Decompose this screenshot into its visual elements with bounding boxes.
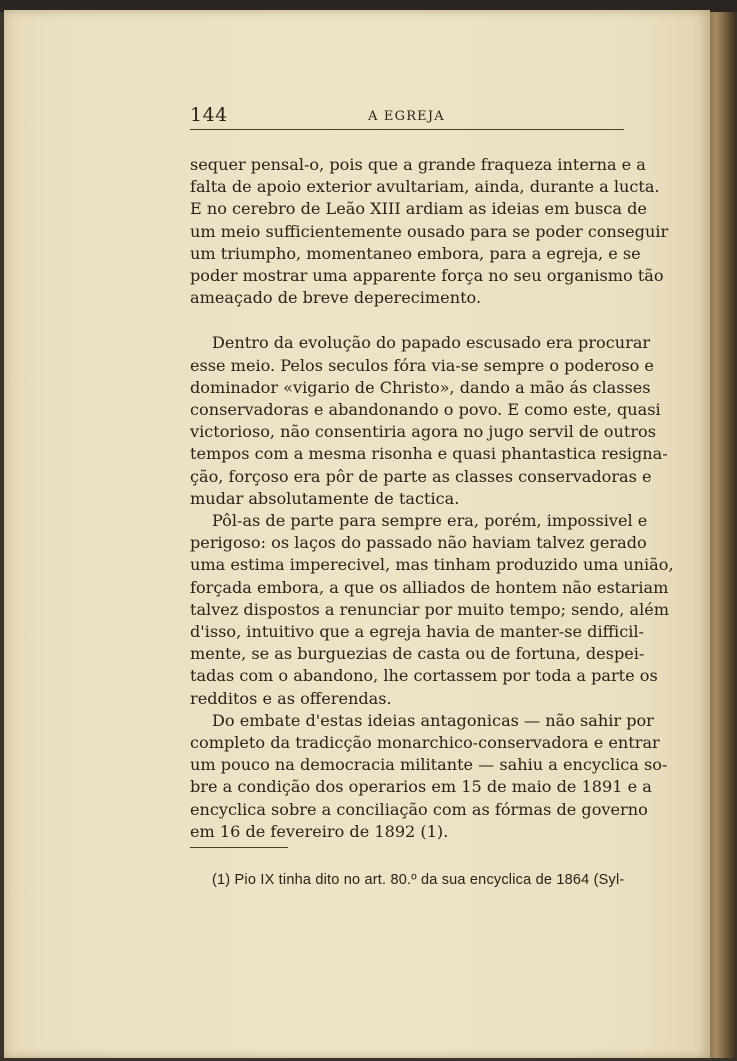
text-line: poder mostrar uma apparente força no seu organismo tão <box>190 266 664 286</box>
paragraph-3 <box>190 510 674 710</box>
text-line: esse meio. Pelos seculos fóra via-se sempre o poderoso e <box>190 355 654 375</box>
text-line: um triumpho, momentaneo embora, para a egreja, e se <box>190 243 641 263</box>
running-head: A EGREJA <box>368 109 445 124</box>
text-line: sequer pensal-o, pois que a grande fraqueza interna e a <box>190 155 646 174</box>
text-line: redditos e as offerendas. <box>190 688 392 708</box>
text-line: mudar absolutamente de tactica. <box>190 488 460 508</box>
paragraph-1 <box>190 154 669 309</box>
header-rule <box>190 129 624 130</box>
text-line: Pôl-as de parte para sempre era, porém, impossivel e <box>212 511 648 531</box>
footnote: (1) Pio IX tinha dito no art. 80.º da sua encyclica de 1864 (Syl- <box>212 872 625 888</box>
text-line: um meio sufficientemente ousado para se poder conseguir <box>190 221 669 241</box>
text-line: perigoso: os laços do passado não haviam talvez gerado <box>190 533 647 553</box>
text-line: talvez dispostos a renunciar por muito tempo; sendo, além <box>190 599 670 619</box>
text-line: bre a condição dos operarios em 15 de maio de 1891 e a <box>190 777 652 797</box>
text-line: forçada embora, a que os alliados de hontem não estariam <box>190 577 669 597</box>
paragraph-2 <box>190 332 668 510</box>
text-line: Do embate d'estas ideias antagonicas — não sahir por <box>212 710 654 730</box>
paragraph-4 <box>190 710 668 843</box>
page-header <box>190 104 624 128</box>
footnote-rule <box>190 847 288 848</box>
text-line: em 16 de fevereiro de 1892 (1). <box>190 821 449 841</box>
text-line: um pouco na democracia militante — sahiu a encyclica so- <box>190 755 668 775</box>
text-line: E no cerebro de Leão XIII ardiam as ideias em busca de <box>190 199 647 219</box>
text-line: d'isso, intuitivo que a egreja havia de manter-se difficil- <box>190 622 644 642</box>
body-text <box>190 154 674 843</box>
text-line: mente, se as burguezias de casta ou de fortuna, despei- <box>190 644 645 664</box>
text-line: encyclica sobre a conciliação com as fórmas de governo <box>190 799 648 819</box>
text-line: tempos com a mesma risonha e quasi phantastica resigna- <box>190 444 668 464</box>
text-line: falta de apoio exterior avultariam, ainda, durante a lucta. <box>190 177 660 197</box>
book-page-edge <box>708 12 736 1058</box>
text-line: ameaçado de breve deperecimento. <box>190 288 482 308</box>
text-line: uma estima imperecivel, mas tinham produzido uma união, <box>190 555 674 575</box>
text-line: tadas com o abandono, lhe cortassem por toda a parte os <box>190 666 658 686</box>
text-line: Dentro da evolução do papado escusado era procurar <box>212 333 651 353</box>
text-line: victorioso, não consentiria agora no jugo servil de outros <box>190 422 656 442</box>
text-line: conservadoras e abandonando o povo. E como este, quasi <box>190 400 661 420</box>
page-number: 144 <box>190 104 228 126</box>
text-line: completo da tradicção monarchico-conservadora e entrar <box>190 733 660 753</box>
text-line: ção, forçoso era pôr de parte as classes conservadoras e <box>190 466 652 486</box>
text-line: dominador «vigario de Christo», dando a mão ás classes <box>190 377 651 397</box>
